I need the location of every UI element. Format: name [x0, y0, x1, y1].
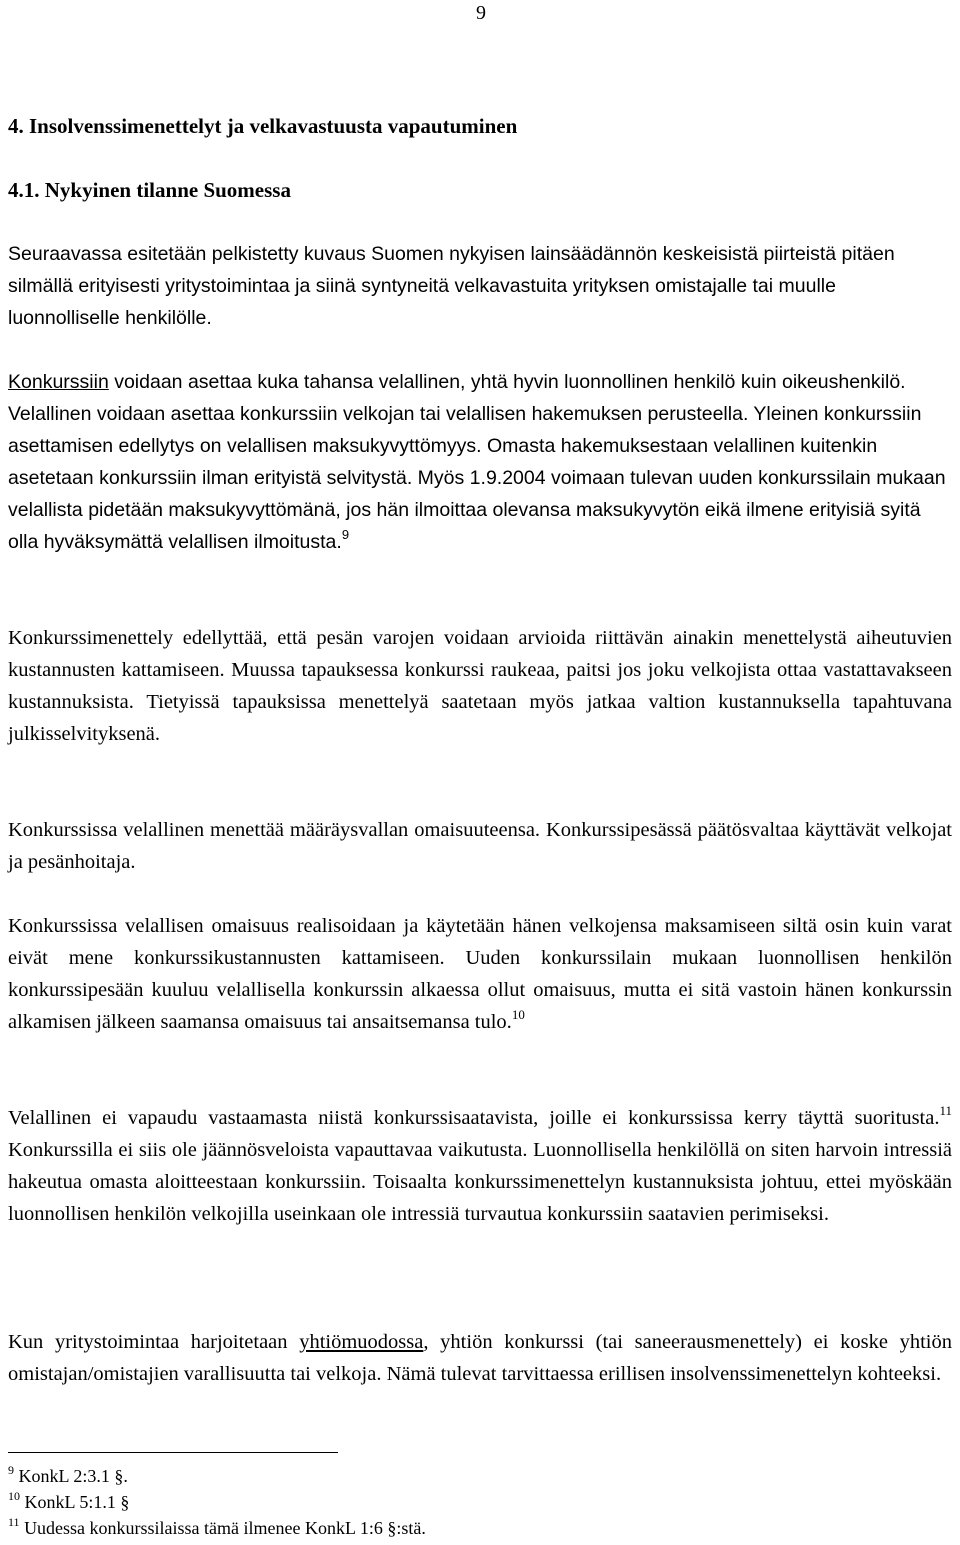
paragraph-text: Konkurssissa velallisen omaisuus realisoidaan ja käytetään hänen velkojensa maksamiseen siltä osin kuin varat eivät mene konkurssikustannusten kattamiseen. Uuden konkurssilain mukaan luonnollisen henkilön konkurssipesään kuuluu velallisella konkurssin alkaessa ollut omaisuus, mutta ei sitä vastoin hänen konkurssin alkamisen jälkeen saamansa omaisuus tai ansaitsemansa tulo.	[8, 915, 952, 1033]
footnote-11	[8, 1515, 426, 1538]
bankruptcy-eligibility-paragraph	[8, 366, 952, 558]
yhtiomuodossa-link-text[interactable]: yhtiömuodossa	[299, 1331, 424, 1353]
footnote-ref-9: 9	[341, 527, 350, 542]
konkurssiin-link-text[interactable]: Konkurssiin	[8, 371, 109, 393]
footnote-9	[8, 1463, 128, 1486]
chapter-heading: 4. Insolvenssimenettelyt ja velkavastuusta vapautuminen	[8, 114, 518, 138]
footnote-number: 10	[8, 1489, 20, 1503]
footnote-divider	[8, 1452, 338, 1453]
footnote-ref-11: 11	[939, 1103, 952, 1118]
paragraph-text: voidaan asettaa kuka tahansa velallinen, yhtä hyvin luonnollinen henkilö kuin oikeushenkilö. Velallinen voidaan asettaa konkurssiin velkojan tai velallisen hakemuksen perusteella. Yleinen konkurssiin asettamisen edellytys on velallisen maksukyvyttömyys. Omasta hakemuksestaan velallinen kuitenkin asetetaan konkurssiin ilman erityistä selvitystä. Myös 1.9.2004 voimaan tulevan uuden konkurssilain mukaan velallista pidetään maksukyvyttömänä, jos hän ilmoittaa olevansa maksukyvytön eikä ilmene erityisiä syitä olla hyväksymättä velallisen ilmoitusta.	[8, 371, 946, 553]
paragraph-text: Konkurssilla ei siis ole jäännösveloista vapauttavaa vaikutusta. Luonnollisella henkilöllä on siten harvoin intressiä hakeutua omasta aloitteestaan konkurssiin. Toisaalta konkurssimenettelyn kustannuksista johtuu, ettei myöskään luonnollisen henkilön velkojilla useinkaan ole intressiä turvautua konkurssiin saatavien perimiseksi.	[8, 1139, 952, 1225]
paragraph-text: Velallinen ei vapaudu vastaamasta niistä konkurssisaatavista, joille ei konkurssissa kerry täyttä suoritusta.	[8, 1107, 940, 1129]
control-paragraph: Konkurssissa velallinen menettää määräysvallan omaisuuteensa. Konkurssipesässä päätösvaltaa käyttävät velkojat ja pesänhoitaja.	[8, 819, 952, 873]
page-number: 9	[476, 2, 486, 24]
company-form-paragraph	[8, 1326, 952, 1390]
footnote-text: KonkL 5:1.1 §	[20, 1492, 130, 1512]
footnote-number: 11	[8, 1515, 20, 1529]
footnote-text: Uudessa konkurssilaissa tämä ilmenee KonkL 1:6 §:stä.	[19, 1518, 426, 1538]
paragraph-text: Kun yritystoimintaa harjoitetaan	[8, 1331, 300, 1353]
footnote-number: 9	[8, 1463, 14, 1477]
intro-paragraph: Seuraavassa esitetään pelkistetty kuvaus Suomen nykyisen lainsäädännön keskeisistä piirteistä pitäen silmällä erityisesti yritystoimintaa ja siinä syntyneitä velkavastuita yrityksen omistajalle tai muulle luonnolliselle henkilölle.	[8, 243, 895, 329]
procedure-costs-paragraph: Konkurssimenettely edellyttää, että pesän varojen voidaan arvioida riittävän ainakin menettelystä aiheutuvien kustannusten kattamiseen. Muussa tapauksessa konkurssi raukeaa, paitsi jos joku velkojista ottaa vastattavakseen kustannuksista. Tietyissä tapauksissa menettelyä saatetaan myös jatkaa valtion kustannuksella tapahtuvana julkisselvityksenä.	[8, 627, 952, 745]
section-heading: 4.1. Nykyinen tilanne Suomessa	[8, 178, 291, 202]
debt-liability-paragraph	[8, 1102, 952, 1230]
paragraph-text: , yhtiön konkurssi (tai saneerausmenettely) ei koske yhtiön omistajan/omistajien varallisuutta tai velkoja. Nämä tulevat tarvittaessa erillisen insolvenssimenettelyn kohteeksi.	[8, 1331, 953, 1385]
footnote-10	[8, 1489, 130, 1512]
footnote-text: KonkL 2:3.1 §.	[14, 1466, 128, 1486]
footnote-ref-10: 10	[511, 1007, 525, 1022]
asset-realisation-paragraph	[8, 910, 952, 1038]
